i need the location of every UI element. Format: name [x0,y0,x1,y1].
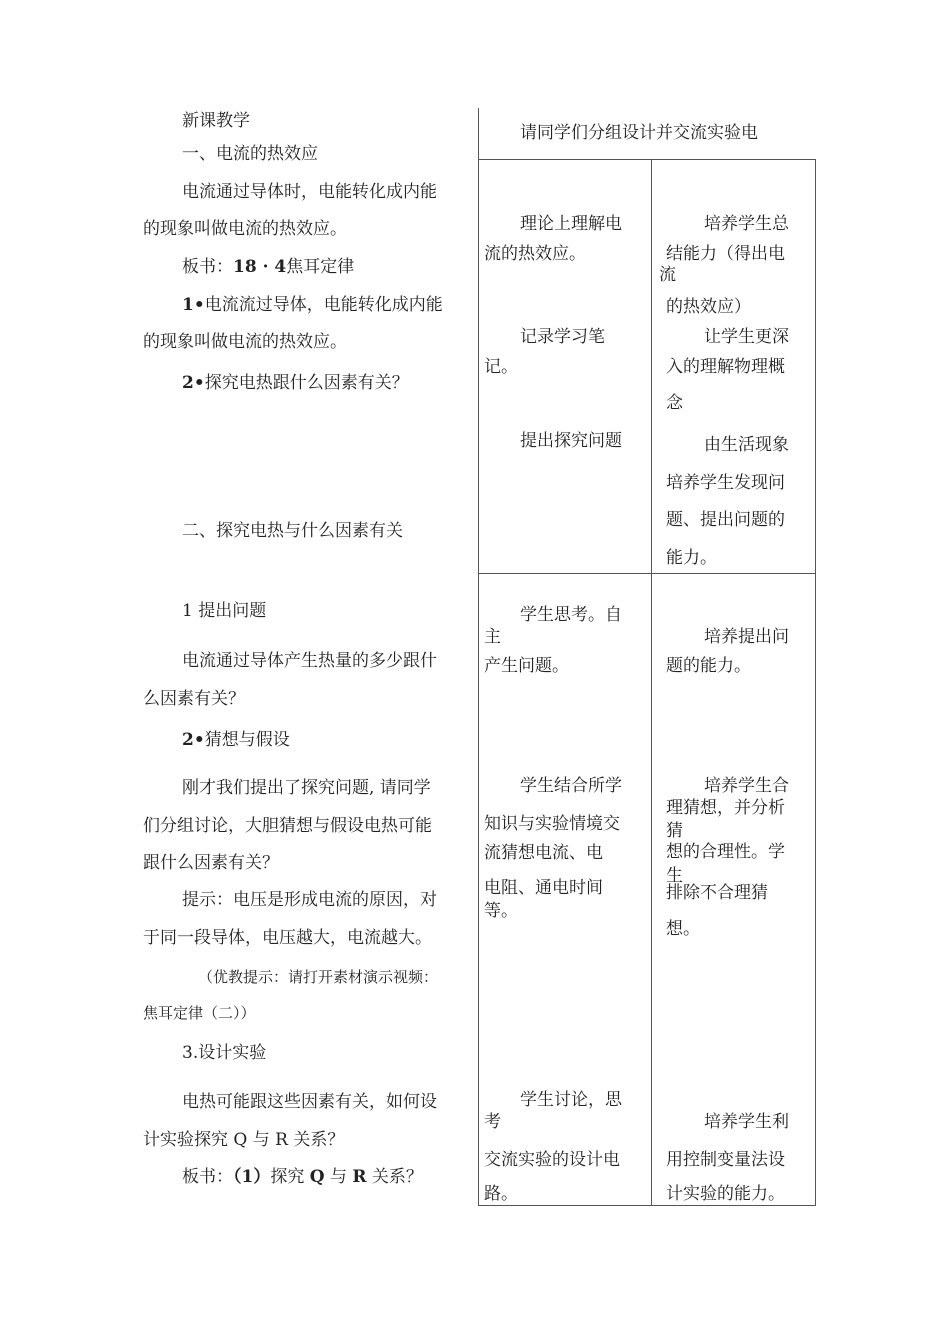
step-hypothesis [182,729,290,751]
design-intent-line: 由生活现象 [704,435,789,455]
design-intent-line: 培养提出问 [704,627,789,647]
student-activity-line: 记。 [484,357,518,377]
clipped-line-box [484,1183,644,1204]
board-note-joule-law [182,256,354,278]
table-left-border [478,108,479,1206]
paragraph-line: 刚才我们提出了探究问题, 请同学 [182,778,431,798]
clipped-line-box [666,296,806,317]
design-intent-line: 想。 [666,919,700,939]
item-text: 猜想与假设 [204,730,290,750]
student-activity-line: 等。 [484,901,518,921]
hint-line: 于同一段导体，电压越大，电流越大。 [143,928,432,948]
paragraph-line: 的现象叫做电流的热效应。 [143,219,347,239]
header-bottom-border [478,159,816,160]
item-number: 2• [182,730,205,750]
board-note-title: 焦耳定律 [286,257,355,277]
table-header-text: 请同学们分组设计并交流实验电 [520,123,758,143]
design-intent-line: 能力。 [666,548,717,568]
paragraph-line: 的现象叫做电流的热效应。 [143,332,347,352]
item-text: 探究电热跟什么因素有关？ [204,373,409,393]
paragraph-line: 电热可能跟这些因素有关，如何设 [182,1092,437,1112]
clipped-line-box [666,820,696,841]
paragraph-line: 计实验探究 Q 与 R 关系？ [143,1130,345,1150]
design-intent-line: 培养学生总 [704,214,789,234]
text-run: 与 [324,1167,353,1187]
variable-q: Q [309,1167,325,1187]
item-number: 1• [182,295,205,315]
student-activity-line: 学生讨论，思 [520,1090,622,1110]
student-activity-line: 提出探究问题 [520,431,622,451]
design-intent-line: 培养学生发现问 [666,473,785,493]
table-right-border [815,159,816,1206]
step-design-experiment: 3.设计实验 [182,1043,267,1063]
student-activity-line: 流猜想电流、电 [484,843,603,863]
board-note-item-2 [182,372,409,394]
design-intent-line: 猜 [666,821,683,841]
board-note-number: 18 · 4 [233,257,287,277]
board-note-prefix: 板书： [182,1167,233,1187]
text-run: 探究 [270,1167,310,1187]
item-number: 2• [182,373,205,393]
variable-r: R [352,1167,367,1187]
design-intent-line: 念 [666,393,683,413]
hint-line: 提示：电压是形成电流的原因，对 [182,890,437,910]
youjiao-hint: 焦耳定律（二）） [143,1004,256,1022]
design-intent-line: 计实验的能力。 [666,1184,785,1204]
student-activity-line: 记录学习笔 [520,327,605,347]
paragraph-line: 电流通过导体产生热量的多少跟什 [182,651,437,671]
design-intent-line: 培养学生合 [704,776,789,796]
student-activity-line: 电阻、通电时间 [484,878,603,898]
paragraph-line: 么因素有关？ [143,689,245,709]
student-activity-line: 考 [484,1112,501,1132]
paragraph-line: 电流通过导体时，电能转化成内能 [182,182,437,202]
column-divider [651,159,652,1206]
student-activity-line: 产生问题。 [484,656,569,676]
student-activity-line: 路。 [484,1184,518,1204]
design-intent-line: 结能力（得出电 [666,244,785,264]
design-intent-line: 理猜想，并分析 [666,798,785,818]
student-activity-line: 流的热效应。 [484,244,586,264]
text-run: 关系？ [366,1167,423,1187]
heading-explore-factors: 二、探究电热与什么因素有关 [182,521,403,541]
student-activity-line: 理论上理解电 [520,214,622,234]
design-intent-line: 题的能力。 [666,656,751,676]
student-activity-line: 交流实验的设计电 [484,1150,620,1170]
design-intent-line: 流 [659,265,676,285]
student-activity-line: 知识与实验情境交 [484,814,620,834]
board-note-item-1 [182,294,443,316]
design-intent-line: 想的合理性。学 [666,842,785,862]
student-activity-line: 学生结合所学 [520,776,622,796]
design-intent-line: 题、提出问题的 [666,510,785,530]
youjiao-hint: （优教提示：请打开素材演示视频： [198,968,439,986]
item-text: 电流流过导体，电能转化成内能 [204,295,443,315]
step-ask-question: 1 提出问题 [182,601,267,621]
table-bottom-border [478,1205,816,1206]
clipped-line-box [484,842,644,863]
board-note-explore-qr [182,1166,423,1188]
section-heading-new-lesson: 新课教学 [182,111,250,131]
student-activity-line: 学生思考。自 [520,605,622,625]
item-number: （1） [233,1167,271,1187]
design-intent-line: 让学生更深 [704,327,789,347]
board-note-prefix: 板书： [182,257,233,277]
design-intent-line: 培养学生利 [704,1112,789,1132]
paragraph-line: 跟什么因素有关？ [143,853,279,873]
design-intent-line: 生 [666,866,683,886]
paragraph-line: 们分组讨论，大胆猜想与假设电热可能 [143,816,432,836]
student-activity-line: 主 [484,627,501,647]
row-divider [478,573,816,574]
design-intent-line: 入的理解物理概 [666,357,785,377]
heading-heat-effect: 一、电流的热效应 [182,144,318,164]
design-intent-line: 用控制变量法设 [666,1150,785,1170]
design-intent-line: 排除不合理猜 [666,883,768,903]
clipped-line-box [666,865,696,886]
design-intent-line: 的热效应） [666,297,751,317]
